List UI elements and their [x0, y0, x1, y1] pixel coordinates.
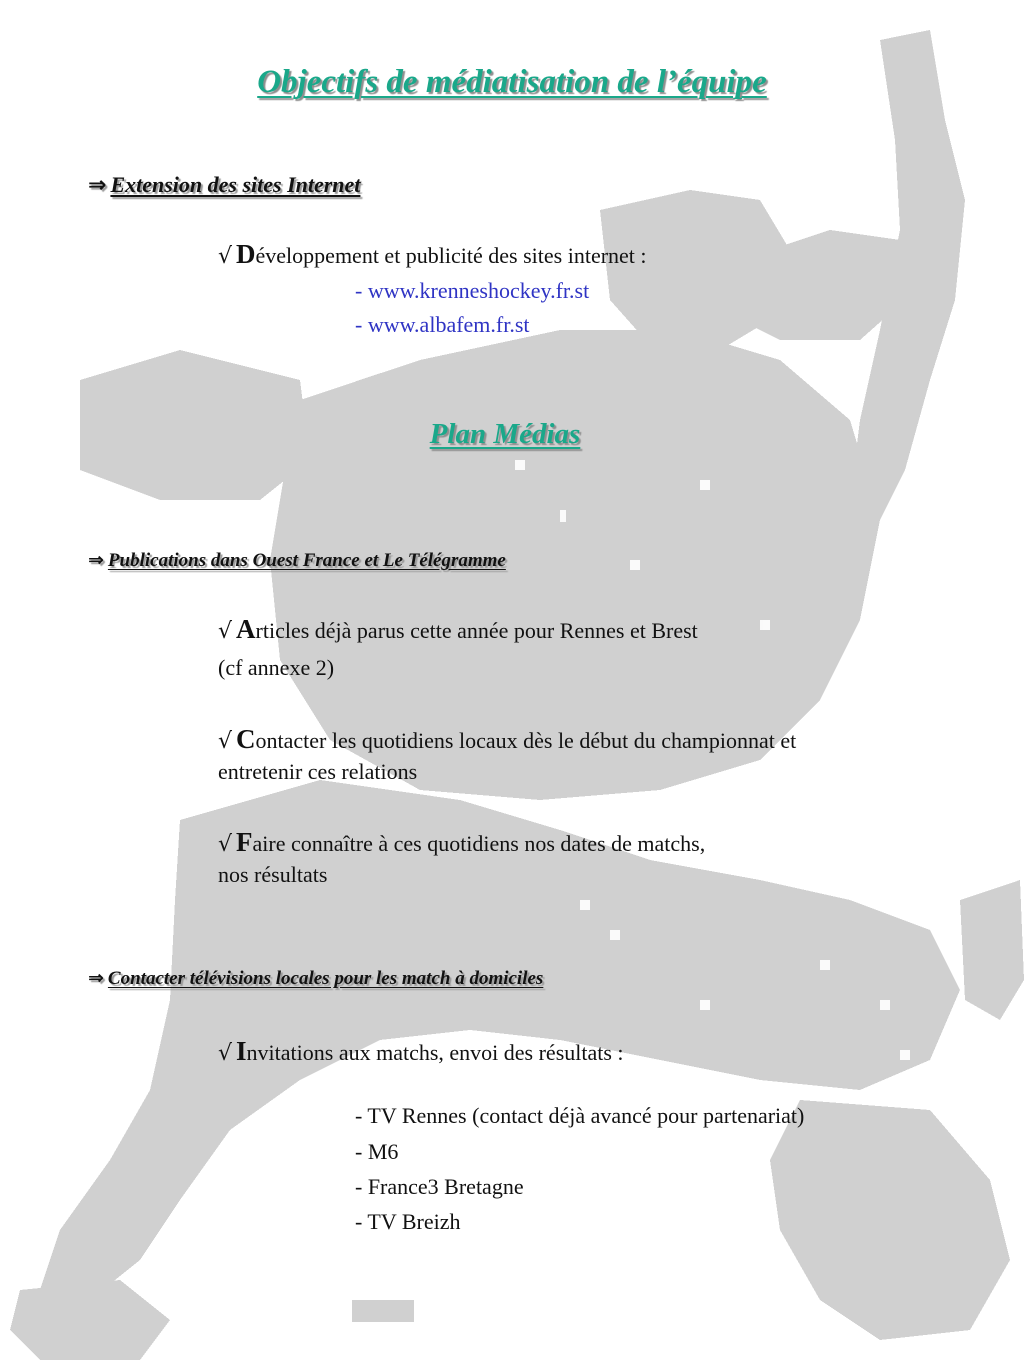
bullet-item-match-dates [218, 827, 705, 890]
item-line-2: (cf annexe 2) [218, 655, 335, 680]
item-initial: C [236, 724, 256, 754]
bullet-item-invitations [218, 1036, 624, 1069]
item-text: éveloppement et publicité des sites internet : [255, 243, 647, 268]
check-icon: √ [218, 1041, 233, 1066]
item-text: aire connaître à ces quotidiens nos dates de matchs, [252, 831, 706, 856]
bullet-item-articles [218, 614, 698, 683]
plan-medias-title: Plan Médias [429, 418, 581, 450]
item-initial: D [236, 239, 256, 269]
item-text: ontacter les quotidiens locaux dès le début du championnat et [255, 728, 797, 753]
item-text: nvitations aux matchs, envoi des résultats : [246, 1040, 624, 1065]
item-line-1 [218, 827, 705, 860]
item-initial: F [236, 827, 253, 857]
check-icon: √ [218, 832, 233, 857]
item-line-2: entretenir ces relations [218, 759, 418, 784]
website-link-krenneshockey[interactable]: - www.krenneshockey.fr.st [355, 278, 590, 303]
check-icon: √ [218, 619, 233, 644]
double-arrow-icon: ⇒ [88, 173, 107, 198]
section-heading-internet [88, 172, 360, 198]
tv-channel-item: - France3 Bretagne [355, 1174, 524, 1199]
tv-channel-item: - TV Rennes (contact déjà avancé pour partenariat) [355, 1103, 805, 1128]
item-line-1 [218, 614, 698, 647]
section-heading-text: Contacter télévisions locales pour les match à domiciles [107, 968, 544, 989]
tv-channel-item: - M6 [355, 1139, 399, 1164]
check-icon: √ [218, 729, 233, 754]
item-initial: I [236, 1036, 247, 1066]
item-line-1 [218, 724, 796, 757]
section-heading-press [88, 549, 506, 572]
section-heading-text: Publications dans Ouest France et Le Télégramme [107, 550, 506, 571]
double-arrow-icon: ⇒ [88, 549, 104, 571]
section-heading-text: Extension des sites Internet [110, 172, 361, 197]
bullet-item-development [218, 239, 647, 272]
bullet-item-contact-dailies [218, 724, 796, 787]
item-line-2: nos résultats [218, 862, 328, 887]
tv-channel-item: - TV Breizh [355, 1209, 461, 1234]
item-initial: A [236, 614, 256, 644]
check-icon: √ [218, 244, 233, 269]
item-text: rticles déjà parus cette année pour Rennes et Brest [255, 618, 698, 643]
website-link-albafem[interactable]: - www.albafem.fr.st [355, 312, 530, 337]
page-title: Objectifs de médiatisation de l’équipe [257, 64, 767, 100]
section-heading-tv [88, 967, 543, 990]
double-arrow-icon: ⇒ [88, 967, 104, 989]
